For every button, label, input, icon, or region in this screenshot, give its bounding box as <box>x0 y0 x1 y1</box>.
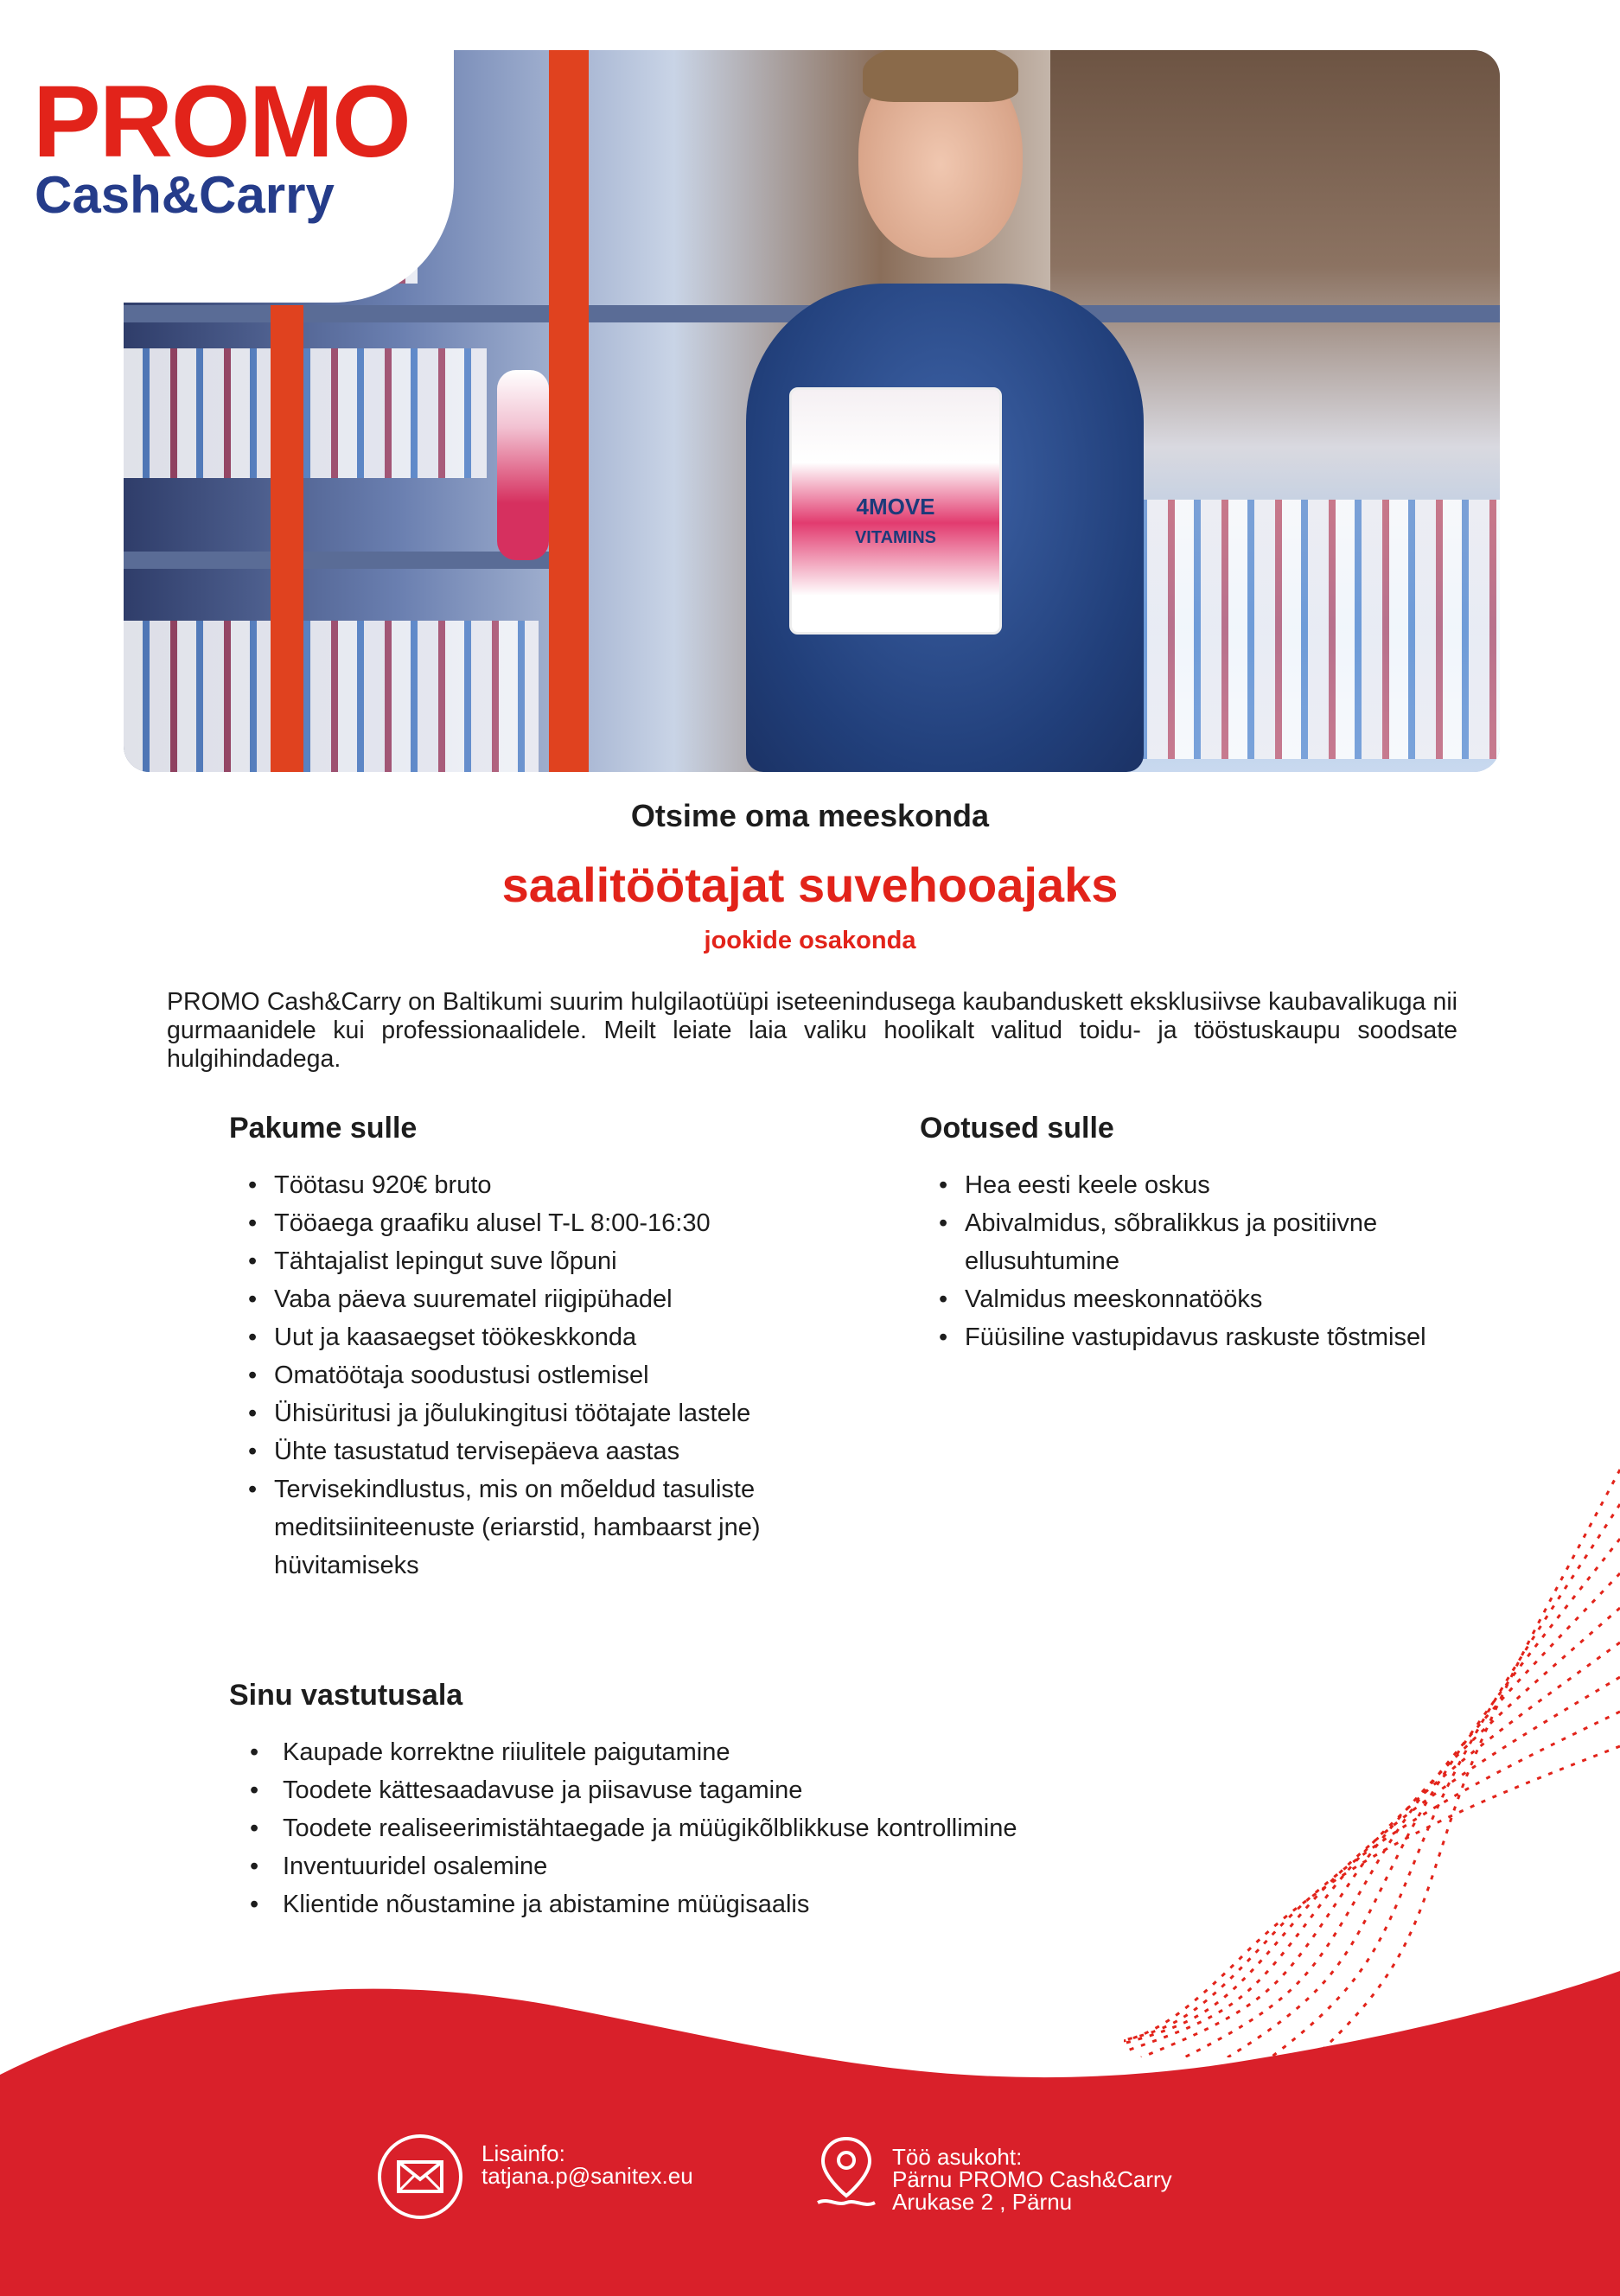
list-item: • Abivalmidus, sõbralikkus ja positiivne ellusuhtumine <box>920 1204 1456 1280</box>
intro-paragraph: PROMO Cash&Carry on Baltikumi suurim hulgilaotüüpi iseteenindusega kaubanduskett eksklusiivse kaubavalikuga nii gurmaanidele kui professionaalidele. Meilt leiate laia valiku hoolikalt valitud toidu- ja tööstuskaupu soodsate hulgihindadega. <box>167 988 1457 1073</box>
logo-promo: PROMO <box>33 65 410 179</box>
list-item: • Vaba päeva suurematel riigipühadel <box>229 1280 817 1318</box>
responsibilities-list <box>229 1733 1266 1923</box>
logo-plate <box>0 0 454 303</box>
red-shelf-post <box>271 305 303 772</box>
info-contact <box>482 2142 693 2187</box>
list-item: • Toodete realiseerimistähtaegade ja müügikõlblikkuse kontrollimine <box>229 1809 1266 1847</box>
info-email[interactable]: tatjana.p@sanitex.eu <box>482 2163 693 2189</box>
expectations-title: Ootused sulle <box>920 1112 1114 1145</box>
list-item: • Uut ja kaasaegset töökeskkonda <box>229 1318 817 1356</box>
list-item: • Hea eesti keele oskus <box>920 1166 1456 1204</box>
location-contact <box>892 2146 1172 2213</box>
bottle-pack <box>789 387 1002 635</box>
bottle-shelf <box>124 621 539 772</box>
list-item: • Ühte tasustatud tervisepäeva aastas <box>229 1432 817 1470</box>
info-label: Lisainfo: <box>482 2140 565 2166</box>
map-pin-icon <box>811 2133 882 2213</box>
list-item: • Toodete kättesaadavuse ja piisavuse tagamine <box>229 1771 1266 1809</box>
list-item: • Tervisekindlustus, mis on mõeldud tasuliste meditsiiniteenuste (eriarstid, hambaarst jne) hüvitamiseks <box>229 1470 817 1585</box>
footer-wave <box>0 1971 1620 2296</box>
heading-kicker: Otsime oma meeskonda <box>630 798 990 833</box>
location-label: Töö asukoht: <box>892 2144 1023 2170</box>
pack-brand: 4MOVE <box>856 494 935 520</box>
list-item: • Inventuuridel osalemine <box>229 1847 1266 1885</box>
location-line2: Arukase 2 , Pärnu <box>892 2189 1073 2215</box>
responsibilities-title: Sinu vastutusala <box>229 1679 463 1712</box>
list-item: • Omatöötaja soodustusi ostlemisel <box>229 1356 817 1394</box>
location-line1: Pärnu PROMO Cash&Carry <box>892 2166 1172 2192</box>
held-bottle <box>497 370 549 560</box>
offer-list <box>229 1166 817 1585</box>
list-item: • Tööaega graafiku alusel T-L 8:00-16:30 <box>229 1204 817 1242</box>
list-item: • Klientide nõustamine ja abistamine müügisaalis <box>229 1885 1266 1923</box>
bottle-shelf <box>124 348 487 478</box>
list-item: • Tähtajalist lepingut suve lõpuni <box>229 1242 817 1280</box>
list-item: • Töötasu 920€ bruto <box>229 1166 817 1204</box>
department: jookide osakonda <box>704 927 916 954</box>
expectations-list <box>920 1166 1456 1356</box>
offer-title: Pakume sulle <box>229 1112 418 1145</box>
list-item: • Ühisüritusi ja jõulukingitusi töötajate lastele <box>229 1394 817 1432</box>
pack-label: VITAMINS <box>854 528 937 547</box>
list-item: • Kaupade korrektne riiulitele paigutamine <box>229 1733 1266 1771</box>
red-shelf-post <box>549 50 589 772</box>
job-title: saalitöötajat suvehooajaks <box>501 858 1119 912</box>
logo-cash-carry: Cash&Carry <box>35 166 335 224</box>
list-item: • Füüsiline vastupidavus raskuste tõstmisel <box>920 1318 1456 1356</box>
envelope-icon <box>378 2134 462 2219</box>
list-item: • Valmidus meeskonnatööks <box>920 1280 1456 1318</box>
